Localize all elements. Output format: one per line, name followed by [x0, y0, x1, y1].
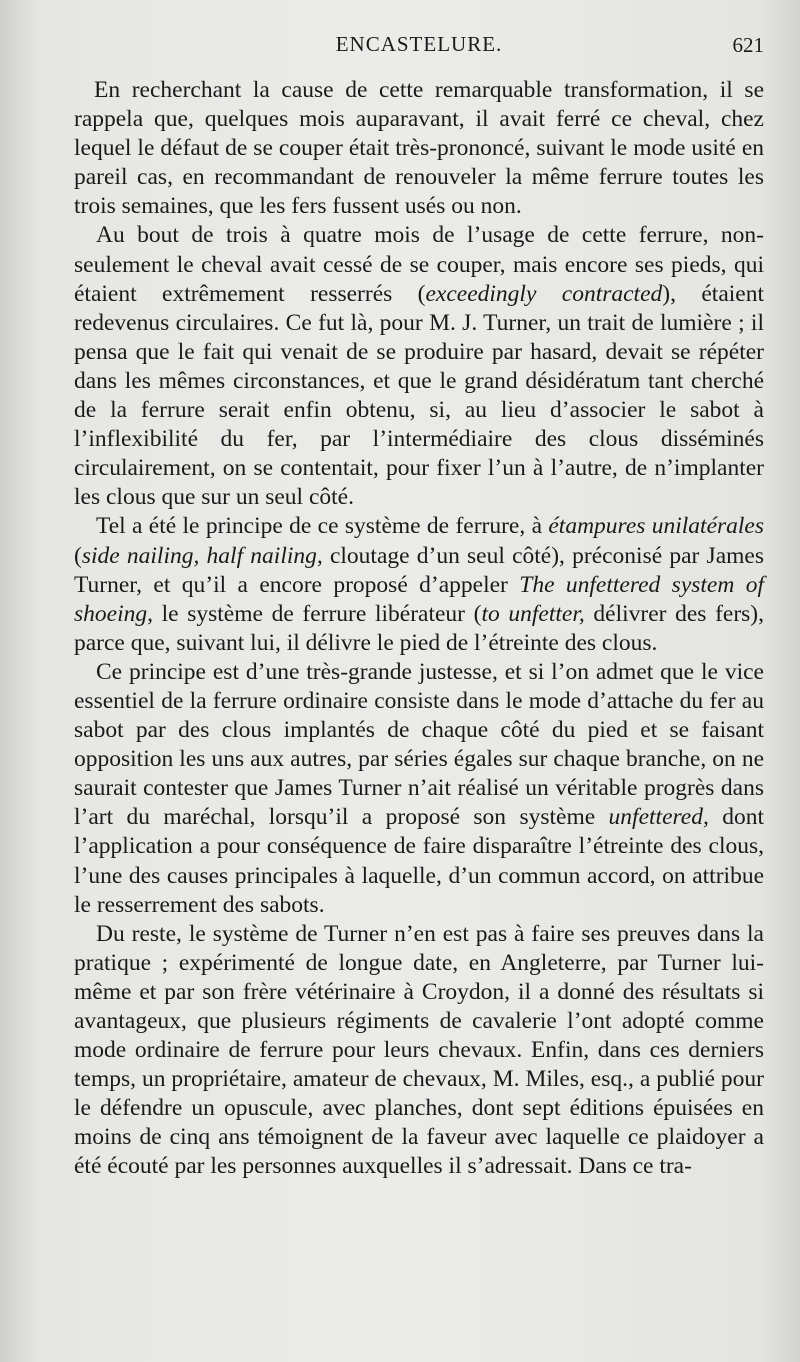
paragraph [74, 512, 764, 657]
text-run: dont l’application a pour conséquence de faire disparaître l’étreinte des clous, l’une des causes principales à laquelle, d’un commun accord, on attribue le resserrement des sabots. [74, 804, 764, 918]
italic-text: to unfetter, [481, 600, 585, 627]
text-run: Ce principe est d’une très-grande justesse, et si l’on admet que le vice essentiel de la ferrure ordinaire consiste dans le mode d’attache du fer au sabot par des clous implantés de chaque côté du pied et se faisant opposition les uns aux autres, par séries égales sur chaque branche, on ne saurait contester que James Turner n’ait réalisé un véritable progrès dans l’art du maréchal, lorsqu’il a proposé son système [74, 658, 764, 831]
text-run: délivrer des fers), parce que, suivant lui, il délivre le pied de l’étreinte des clous. [74, 600, 764, 656]
text-run: ( [74, 542, 82, 569]
italic-text: The unfettered system of shoeing, [74, 571, 764, 627]
italic-text: unfettered, [608, 804, 709, 831]
page-number: 621 [732, 33, 764, 57]
text-run: Tel a été le principe de ce système de ferrure, à [96, 513, 549, 540]
italic-text: étampures unilatérales [548, 513, 764, 540]
page-body [74, 76, 764, 1182]
text-run: le système de ferrure libérateur ( [152, 600, 482, 627]
text-run: En recherchant la cause de cette remarquable transformation, il se rappela que, quelques mois auparavant, il avait ferré ce cheval, chez lequel le défaut de se couper était très-prononcé, suivant le mode usité en pareil cas, en recommandant de renouveler la même ferrure toutes les trois semaines, que les fers fussent usés ou non. [74, 77, 764, 220]
paragraph [74, 76, 764, 221]
page-header [74, 30, 764, 64]
italic-text: exceedingly contracted [425, 280, 663, 307]
text-run: Du reste, le système de Turner n’en est pas à faire ses preuves dans la pratique ; expérimenté de longue date, en Angleterre, par Turner lui-même et par son frère vétérinaire à Croydon, il a donné des résultats si avantageux, que plusieurs régiments de cavalerie l’ont adopté comme mode ordinaire de ferrure pour leurs chevaux. Enfin, dans ces derniers temps, un propriétaire, amateur de chevaux, M. Miles, esq., a publié pour le défendre un opuscule, avec planches, dont sept éditions épuisées en moins de cinq ans témoignent de la faveur avec laquelle ce plaidoyer a été écouté par les personnes auxquelles il s’adressait. Dans ce tra- [74, 920, 764, 1180]
text-run: Au bout de trois à quatre mois de l’usage de cette ferrure, non-seulement le cheval avait cessé de se couper, mais encore ses pieds, qui étaient extrêmement resserrés ( [74, 222, 764, 307]
paragraph [74, 221, 764, 512]
paragraph [74, 658, 764, 920]
running-title: ENCASTELURE. [335, 32, 503, 56]
text-run: cloutage d’un seul côté), préconisé par James Turner, et qu’il a encore proposé d’appeler [74, 542, 764, 598]
text-run: ), étaient redevenus circulaires. Ce fut là, pour M. J. Turner, un trait de lumière ; il pensa que le fait qui venait de se produire par hasard, devait se répéter dans les mêmes circonstances, et que le grand désidératum tant cherché de la ferrure serait enfin obtenu, si, au lieu d’associer le sabot à l’inflexibilité du fer, par l’intermédiaire des clous disséminés circulairement, on se contentait, pour fixer l’un à l’autre, de n’implanter les clous que sur un seul côté. [74, 280, 764, 511]
paragraph [74, 920, 764, 1182]
italic-text: side nailing, half nailing, [81, 542, 323, 569]
